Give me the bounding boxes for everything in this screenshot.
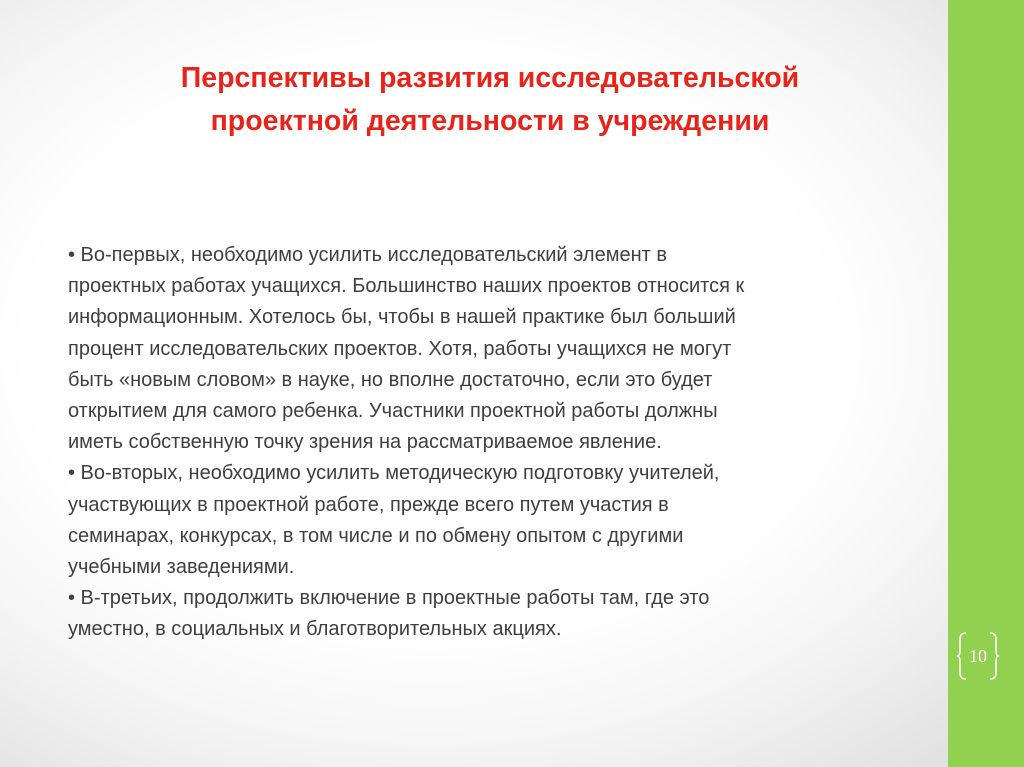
text-line: открытием для самого ребенка. Участники проектной работы должны [68, 400, 718, 423]
text-line: • Во-вторых, необходимо усилить методическую подготовку учителей, [68, 462, 720, 485]
slide-body [68, 240, 938, 646]
text-line: информационным. Хотелось бы, чтобы в нашей практике был больший [68, 306, 736, 329]
text-line: учебными заведениями. [68, 556, 295, 579]
page-number-badge [957, 631, 999, 681]
text-line: • В-третьих, продолжить включение в проектные работы там, где это [68, 587, 710, 610]
slide-title-line: Перспективы развития исследовательской [180, 62, 800, 94]
text-line: уместно, в социальных и благотворительных акциях. [68, 618, 562, 641]
bullet-paragraph-second [68, 458, 938, 583]
text-line: процент исследовательских проектов. Хотя, работы учащихся не могут [68, 337, 732, 360]
text-line: иметь собственную точку зрения на рассматриваемое явление. [68, 431, 662, 454]
text-line: быть «новым словом» в науке, но вполне достаточно, если это будет [68, 368, 713, 391]
slide-title [40, 57, 940, 143]
bullet-paragraph-first [68, 240, 938, 458]
text-line: участвующих в проектной работе, прежде всего путем участия в [68, 493, 669, 516]
slide-title-line: проектной деятельности в учреждении [210, 105, 770, 137]
page-number: 10 [969, 645, 987, 666]
text-line: проектных работах учащихся. Большинство наших проектов относится к [68, 275, 745, 298]
bullet-paragraph-third [68, 583, 938, 645]
text-line: • Во-первых, необходимо усилить исследовательский элемент в [68, 244, 667, 266]
text-line: семинарах, конкурсах, в том числе и по обмену опытом с другими [68, 524, 684, 547]
